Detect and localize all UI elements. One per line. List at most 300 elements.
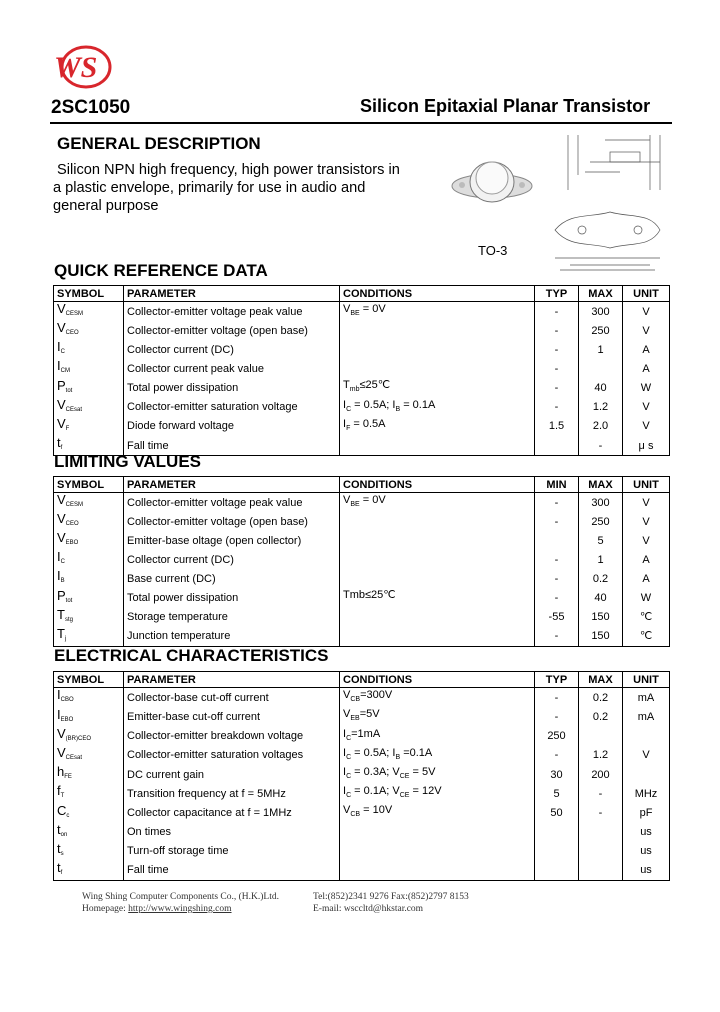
symbol-cell [54,842,124,861]
symbol-letter: I [57,687,61,703]
symbol-letter: V [57,745,66,760]
condition-cell [340,861,535,881]
parameter-cell: Collector capacitance at f = 1MHz [124,803,340,822]
condition-text: = 0.5A; I [351,746,396,759]
symbol-subscript: CEO [65,330,79,337]
symbol-subscript: EBO [60,716,74,723]
table-row [54,550,670,569]
symbol-letter: V [57,726,66,741]
condition-text: I [343,417,347,430]
condition-cell [340,727,535,746]
column-header: MAX [579,286,623,302]
unit-cell: us [623,823,670,842]
symbol-letter: T [57,626,65,641]
column-header: PARAMETER [124,286,340,302]
parameter-cell: Fall time [124,436,340,456]
condition-subscript: C [346,734,352,742]
parameter-cell: Emitter-base cut-off current [124,707,340,726]
column-header: PARAMETER [124,672,340,688]
max-cell: 200 [579,765,623,784]
typ-cell: 30 [535,765,579,784]
condition-text: = 0V [359,303,386,316]
symbol-letter: C [57,803,67,818]
symbol-cell [54,493,124,513]
symbol-cell [54,823,124,842]
parameter-cell: Storage temperature [124,608,340,627]
typ-cell: - [535,302,579,322]
condition-cell [340,627,535,647]
column-header: UNIT [623,672,670,688]
unit-cell: V [623,493,670,513]
symbol-letter: V [57,492,66,508]
quick-reference-table [53,285,670,456]
typ-cell: - [535,398,579,417]
table-row [54,842,670,861]
condition-cell [340,436,535,456]
max-cell: 300 [579,493,623,513]
symbol-cell [54,784,124,803]
package-photo [452,162,532,202]
desc-line-3: general purpose [53,198,159,214]
symbol-letter: t [57,822,61,837]
condition-text: = 0.3A; V [351,766,400,779]
condition-text: ≤25℃ [359,379,391,392]
table-row [54,493,670,513]
typ-cell: - [535,340,579,359]
symbol-subscript: B [60,578,65,585]
max-cell: 1.2 [579,746,623,765]
symbol-letter: t [57,860,61,875]
symbol-subscript: s [60,850,64,857]
condition-cell [340,531,535,550]
typ-cell: - [535,512,579,531]
symbol-letter: V [57,416,66,431]
condition-subscript: CE [399,773,410,781]
parameter-cell: Transition frequency at f = 5MHz [124,784,340,803]
condition-cell [340,803,535,822]
symbol-letter: T [57,607,65,622]
symbol-letter: V [57,301,66,317]
condition-subscript: mb [349,386,360,394]
condition-text: = 0.1A; V [351,785,400,798]
condition-text: Tmb≤25℃ [343,589,396,602]
symbol-cell [54,627,124,647]
max-cell: 250 [579,512,623,531]
symbol-letter: V [57,397,66,412]
unit-cell: mA [623,707,670,726]
desc-line-1: Silicon NPN high frequency, high power transistors in [57,162,400,178]
table-header-row [54,286,670,302]
table-header-row [54,477,670,493]
unit-cell: V [623,512,670,531]
typ-cell [535,842,579,861]
table-row [54,588,670,607]
desc-line-2: a plastic envelope, primarily for use in audio and [53,180,366,196]
condition-text: = 5V [409,766,436,779]
condition-subscript: B [395,405,401,413]
condition-cell [340,302,535,322]
table-row [54,569,670,588]
typ-cell [535,823,579,842]
unit-cell: W [623,378,670,397]
unit-cell: V [623,302,670,322]
symbol-subscript: FE [64,774,72,781]
column-header: UNIT [623,286,670,302]
typ-cell: - [535,493,579,513]
symbol-letter: I [57,340,61,355]
limiting-values-table [53,476,670,647]
condition-cell [340,842,535,861]
symbol-letter: I [57,569,61,584]
parameter-cell: DC current gain [124,765,340,784]
table-row [54,688,670,708]
package-label: TO-3 [478,243,508,258]
column-header: MIN [535,477,579,493]
table-row [54,378,670,397]
condition-cell [340,321,535,340]
symbol-subscript: CBO [60,697,74,704]
column-header: SYMBOL [54,286,124,302]
condition-text: I [343,398,347,411]
table-row [54,765,670,784]
condition-cell [340,746,535,765]
symbol-subscript: CEO [65,521,79,528]
parameter-cell: Emitter-base oltage (open collector) [124,531,340,550]
typ-cell: - [535,707,579,726]
column-header: CONDITIONS [340,672,535,688]
table-row [54,861,670,881]
symbol-cell [54,569,124,588]
part-number: 2SC1050 [51,97,131,118]
symbol-cell [54,512,124,531]
typ-cell: -55 [535,608,579,627]
column-header: PARAMETER [124,477,340,493]
table-row [54,627,670,647]
parameter-cell: Collector-emitter voltage peak value [124,493,340,513]
condition-text: V [343,303,351,316]
unit-cell: A [623,359,670,378]
parameter-cell: Collector current peak value [124,359,340,378]
table-row [54,727,670,746]
max-cell: 1 [579,550,623,569]
condition-cell [340,569,535,588]
condition-text: I [343,746,347,759]
condition-cell [340,608,535,627]
table-row [54,359,670,378]
symbol-subscript: CEsat [65,754,83,761]
symbol-subscript: C [60,349,65,356]
table-row [54,608,670,627]
max-cell [579,727,623,746]
unit-cell: pF [623,803,670,822]
column-header: MAX [579,672,623,688]
symbol-subscript: EBO [65,540,79,547]
symbol-subscript: F [65,425,70,432]
unit-cell: A [623,569,670,588]
condition-text: =0.1A [400,746,433,759]
condition-cell [340,588,535,607]
symbol-cell [54,340,124,359]
condition-subscript: BE [350,501,360,509]
footer-email-link[interactable]: wsccltd@hkstar.com [343,904,424,914]
table-row [54,302,670,322]
column-header: SYMBOL [54,672,124,688]
condition-text: = 0V [359,494,386,507]
condition-cell [340,493,535,513]
symbol-cell [54,378,124,397]
footer-email-label: E-mail: [313,904,342,914]
symbol-subscript: tot [65,387,73,394]
symbol-cell [54,861,124,881]
max-cell [579,842,623,861]
max-cell: 1.2 [579,398,623,417]
symbol-cell [54,588,124,607]
max-cell: 1 [579,340,623,359]
symbol-letter: t [57,841,61,856]
condition-subscript: CE [399,792,410,800]
parameter-cell: Collector-emitter saturation voltages [124,746,340,765]
parameter-cell: On times [124,823,340,842]
column-header: CONDITIONS [340,286,535,302]
max-cell: 0.2 [579,707,623,726]
symbol-subscript: CEsat [65,406,83,413]
symbol-cell [54,321,124,340]
condition-cell [340,378,535,397]
symbol-subscript: f [60,445,63,452]
typ-cell: - [535,550,579,569]
condition-text: = 0.5A; I [351,398,396,411]
table-row [54,340,670,359]
column-header: TYP [535,286,579,302]
parameter-cell: Collector current (DC) [124,550,340,569]
unit-cell: A [623,340,670,359]
condition-subscript: BE [350,310,360,318]
max-cell: 0.2 [579,569,623,588]
footer-homepage-label: Homepage: [82,904,126,914]
symbol-letter: I [57,707,61,722]
parameter-cell: Collector-emitter voltage (open base) [124,512,340,531]
unit-cell [623,727,670,746]
unit-cell: A [623,550,670,569]
typ-cell: - [535,627,579,647]
package-side-view [568,135,660,190]
symbol-cell [54,608,124,627]
max-cell [579,359,623,378]
max-cell: 0.2 [579,688,623,708]
condition-subscript: C [346,792,352,800]
condition-subscript: C [346,773,352,781]
unit-cell: V [623,746,670,765]
logo-text: WS [54,51,98,84]
quick-reference-title: QUICK REFERENCE DATA [54,261,268,280]
column-header: SYMBOL [54,477,124,493]
typ-cell: - [535,588,579,607]
condition-subscript: CB [350,696,361,704]
symbol-subscript: CESM [65,311,84,318]
column-header: CONDITIONS [340,477,535,493]
symbol-cell [54,688,124,708]
condition-subscript: F [346,425,351,433]
max-cell: 40 [579,588,623,607]
document-subtitle: Silicon Epitaxial Planar Transistor [360,96,651,116]
symbol-letter: h [57,765,65,780]
symbol-letter: I [57,550,61,565]
condition-cell [340,784,535,803]
symbol-cell [54,727,124,746]
table-header-row [54,672,670,688]
symbol-cell [54,746,124,765]
unit-cell: ℃ [623,627,670,647]
unit-cell: V [623,398,670,417]
unit-cell: us [623,842,670,861]
max-cell [579,861,623,881]
electrical-characteristics-table [53,671,670,881]
condition-text: = 0.5A [350,417,386,430]
general-description-title: GENERAL DESCRIPTION [57,134,261,153]
condition-text: V [343,494,351,507]
symbol-subscript: c [66,812,70,819]
package-bottom-view [555,212,660,270]
symbol-cell [54,765,124,784]
condition-text: = 10V [360,804,393,817]
table-row [54,784,670,803]
typ-cell: 5 [535,784,579,803]
parameter-cell: Total power dissipation [124,378,340,397]
symbol-subscript: T [60,793,65,800]
parameter-cell: Collector-base cut-off current [124,688,340,708]
parameter-cell: Fall time [124,861,340,881]
table-row [54,531,670,550]
max-cell: 150 [579,608,623,627]
condition-subscript: B [395,754,401,762]
typ-cell: - [535,359,579,378]
unit-cell: ℃ [623,608,670,627]
unit-cell: V [623,321,670,340]
condition-cell [340,765,535,784]
condition-cell [340,417,535,436]
symbol-cell [54,302,124,322]
company-logo [50,44,112,90]
condition-text: = 0.1A [400,398,436,411]
typ-cell: - [535,688,579,708]
symbol-cell [54,803,124,822]
max-cell: 250 [579,321,623,340]
max-cell: 150 [579,627,623,647]
footer-right [313,891,469,915]
table-row [54,803,670,822]
condition-text: V [343,804,351,817]
symbol-letter: V [57,531,66,546]
general-description-text [53,161,413,215]
header-rule [50,122,672,124]
condition-cell [340,340,535,359]
typ-cell: - [535,746,579,765]
symbol-cell [54,417,124,436]
column-header: TYP [535,672,579,688]
unit-cell: μ s [623,436,670,456]
condition-text: V [343,689,351,702]
symbol-cell [54,707,124,726]
parameter-cell: Collector-emitter voltage peak value [124,302,340,322]
symbol-subscript: stg [64,616,73,623]
unit-cell: mA [623,688,670,708]
parameter-cell: Collector-emitter voltage (open base) [124,321,340,340]
electrical-characteristics-title: ELECTRICAL CHARACTERISTICS [54,646,329,665]
symbol-subscript: f [60,869,63,876]
parameter-cell: Collector current (DC) [124,340,340,359]
symbol-subscript: on [60,831,68,838]
condition-text: =1mA [351,727,381,740]
condition-cell [340,359,535,378]
parameter-cell: Collector-emitter saturation voltage [124,398,340,417]
table-row [54,321,670,340]
symbol-letter: V [57,512,66,527]
symbol-letter: P [57,588,66,603]
symbol-letter: I [57,359,61,374]
symbol-letter: f [57,784,61,799]
condition-text: =5V [359,708,380,721]
typ-cell: 50 [535,803,579,822]
unit-cell: V [623,417,670,436]
max-cell: - [579,803,623,822]
condition-cell [340,823,535,842]
max-cell: 2.0 [579,417,623,436]
typ-cell: - [535,378,579,397]
symbol-subscript: (BR)CEO [65,735,92,742]
parameter-cell: Base current (DC) [124,569,340,588]
unit-cell [623,765,670,784]
footer-homepage-link[interactable]: http://www.wingshing.com [128,904,232,914]
condition-cell [340,512,535,531]
max-cell: 40 [579,378,623,397]
typ-cell [535,861,579,881]
typ-cell [535,436,579,456]
condition-subscript: EB [350,715,360,723]
table-row [54,707,670,726]
column-header: MAX [579,477,623,493]
typ-cell [535,531,579,550]
condition-text: I [343,785,347,798]
typ-cell: - [535,321,579,340]
footer-left [82,891,279,915]
unit-cell: W [623,588,670,607]
parameter-cell: Turn-off storage time [124,842,340,861]
typ-cell: 1.5 [535,417,579,436]
condition-subscript: CB [350,811,361,819]
condition-text: I [343,766,347,779]
condition-cell [340,707,535,726]
condition-cell [340,550,535,569]
symbol-letter: t [57,436,61,451]
max-cell: 5 [579,531,623,550]
limiting-values-title: LIMITING VALUES [54,452,202,471]
table-row [54,746,670,765]
symbol-subscript: C [60,559,65,566]
symbol-cell [54,398,124,417]
symbol-subscript: CESM [65,502,84,509]
max-cell: - [579,784,623,803]
condition-text: =300V [360,689,393,702]
typ-cell: 250 [535,727,579,746]
max-cell [579,823,623,842]
condition-text: V [343,708,351,721]
table-row [54,417,670,436]
symbol-subscript: j [64,635,67,642]
condition-text: I [343,727,347,740]
symbol-cell [54,359,124,378]
condition-cell [340,688,535,708]
condition-subscript: C [346,754,352,762]
